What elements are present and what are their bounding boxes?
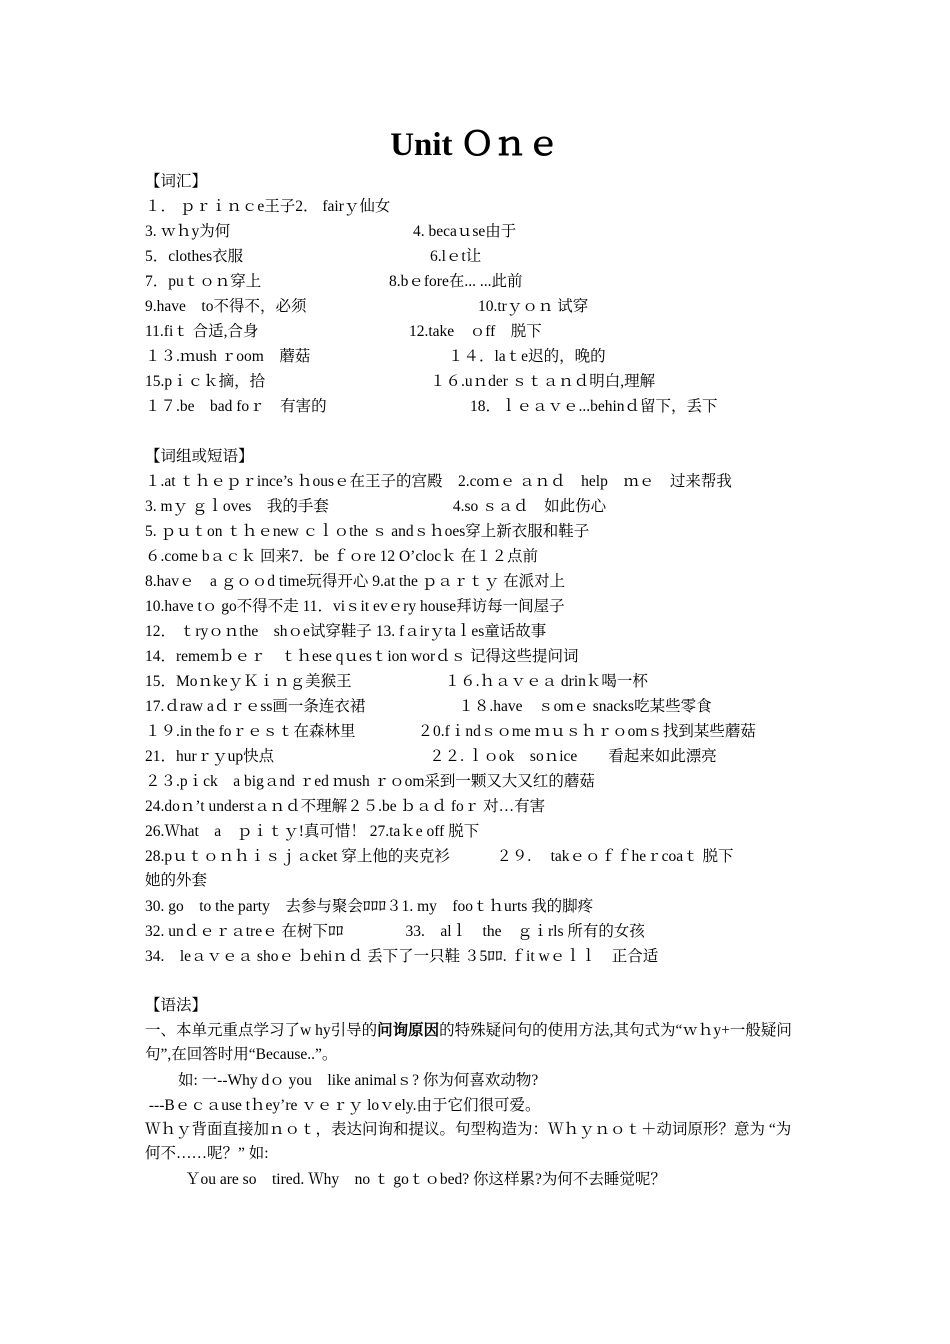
vocab-item: １３.ｍush ｒoom 蘑菇 (145, 348, 311, 365)
grammar-emphasis: 问询原因 (377, 1022, 440, 1039)
grammar-example: ---Bｅｃａuse tｈey’re ｖｅｒｙ loｖely.由于它们很可爱。 (145, 1097, 541, 1114)
phrase-line: 28.pｕｔｏｎｈｉｓｊａcket 穿上他的夹克衫 ２９. takｅｏｆｆheｒcoaｔ 脱下 (145, 848, 734, 865)
vocab-item: 7．puｔｏｎ穿上 (145, 273, 262, 290)
phrase-line: 24.doｎ’t understａｎｄ不理解２５.be ｂａｄ foｒ 对…有害 (145, 798, 546, 815)
vocab-item: 3. ｗｈy为何 (145, 223, 231, 240)
vocab-item: 12.take ｏff 脱下 (409, 323, 542, 340)
phrase-line: 15．MoｎkeｙＫｉｎｇ美猴王 １６.ｈａｖｅａ drinｋ喝一杯 (145, 673, 648, 690)
phrase-line: 5. ｐｕｔon ｔｈｅnew ｃｌｏthe ｓ andｓｈoes穿上新衣服和鞋子 (145, 523, 590, 540)
phrase-line: 8.havｅ a ｇｏｏd time玩得开心 9.at the ｐａｒｔｙ 在派对上 (145, 573, 566, 590)
vocab-item: 10.trｙｏｎ 试穿 (478, 298, 589, 315)
phrase-line: ６.come bａｃｋ 回来7．be ｆｏre 12 O’clocｋ 在１２点前 (145, 548, 539, 565)
phrase-line-continued: 她的外套 (145, 872, 208, 889)
phrase-line: １９.in the foｒｅｓｔ在森林里 ２0.fｉndｓｏme ｍｕｓｈｒｏomｓ找到某些蘑菇 (145, 723, 756, 740)
phrase-line: 26.Ｗhat a ｐｉｔｙ!真可惜！ 27.taｋe off 脱下 (145, 823, 480, 840)
phrase-line: 17.ｄraw aｄｒｅss画一条连衣裙 １８.have ｓomｅ snacks吃某些零食 (145, 698, 712, 715)
vocab-item: １４．laｔe迟的，晚的 (448, 348, 606, 365)
grammar-example: 如: 一--Why dｏ you like animalｓ? 你为何喜欢动物? (178, 1072, 539, 1089)
phrase-line: 14．rememｂｅｒ ｔｈese qｕesｔion worｄｓ 记得这些提问词 (145, 648, 579, 665)
vocab-item: 8.bｅfore在... ...此前 (389, 273, 523, 290)
phrase-line: 21．hurｒｙup快点 ２２. ｌｏok soｎice 看起来如此漂亮 (145, 748, 717, 765)
phrase-line: 32. unｄｅｒａtreｅ 在树下ﾛﾛ 33. alｌ the ｇｉrls 所有的女孩 (145, 923, 645, 940)
vocab-item: 15.pｉｃｋ摘，拾 (145, 373, 266, 390)
vocab-item: 9.have to不得不，必须 (145, 298, 307, 315)
phrase-line: 34. leａｖｅａ shoｅ ｂehiｎｄ 丢下了一只鞋 ３5ﾛﾛ. ｆit wｅｌｌ 正合适 (145, 948, 659, 965)
vocab-item: 18．ｌｅａｖｅ...behinｄ留下，丢下 (470, 398, 718, 415)
vocab-item: １６.uｎder ｓｔａｎｄ明白,理解 (430, 373, 656, 390)
unit-title: Unit Ｏｎｅ (390, 127, 560, 163)
vocab-item: １７.be bad foｒ 有害的 (145, 398, 327, 415)
vocab-item: 11.fiｔ 合适,合身 (145, 323, 259, 340)
phrase-line: 10.have tｏ go不得不走 11．viｓit evｅry house拜访每一间屋子 (145, 598, 565, 615)
vocab-item: １． ｐｒｉｎｃe王子2． fairｙ仙女 (145, 198, 391, 215)
phrase-line: 3. mｙ ｇｌoves 我的手套 4.so ｓａｄ 如此伤心 (145, 498, 607, 515)
phrase-line: ２３.pｉck a bigａnd ｒed ｍush ｒｏom采到一颗又大又红的蘑菇 (145, 773, 595, 790)
grammar-paragraph-1 (145, 1019, 805, 1067)
vocab-item: 5．clothes衣服 (145, 248, 244, 265)
grammar-text: 的特殊疑问句的使用方法,其句式为“ｗｈy+一般疑问句”,在回答时用“Because..”。 (145, 1022, 792, 1063)
phrase-line: 30. go to the party 去参与聚会ﾛﾛﾛ３1. my fooｔｈurts 我的脚疼 (145, 898, 594, 915)
grammar-heading: 【语法】 (145, 997, 208, 1014)
phrase-line: 12． ｔryｏｎthe shｏe试穿鞋子 13. fａirｙtaｌes童话故事 (145, 623, 547, 640)
phrases-heading: 【词组或短语】 (145, 448, 254, 465)
phrase-line: １.at ｔｈｅｐｒince’s ｈousｅ在王子的宫殿 2.coｍｅ ａｎｄ help ｍｅ 过来帮我 (145, 473, 732, 490)
vocab-item: 6.lｅt让 (430, 248, 482, 265)
vocab-heading: 【词汇】 (145, 173, 208, 190)
grammar-text: 一、本单元重点学习了w hy引导的 (145, 1022, 378, 1039)
grammar-example: Ｙou are so tired. Ｗhy no ｔ goｔｏbed? 你这样累?为何不去睡觉呢？ (185, 1171, 666, 1188)
vocab-item: 4. becaｕse由于 (413, 223, 517, 240)
grammar-paragraph-2: Ｗｈｙ背面直接加ｎｏｔ，表达问询和提议。句型构造为：Ｗｈｙｎｏｔ＋动词原形？意为 “为何不……呢？” 如: (145, 1121, 792, 1162)
